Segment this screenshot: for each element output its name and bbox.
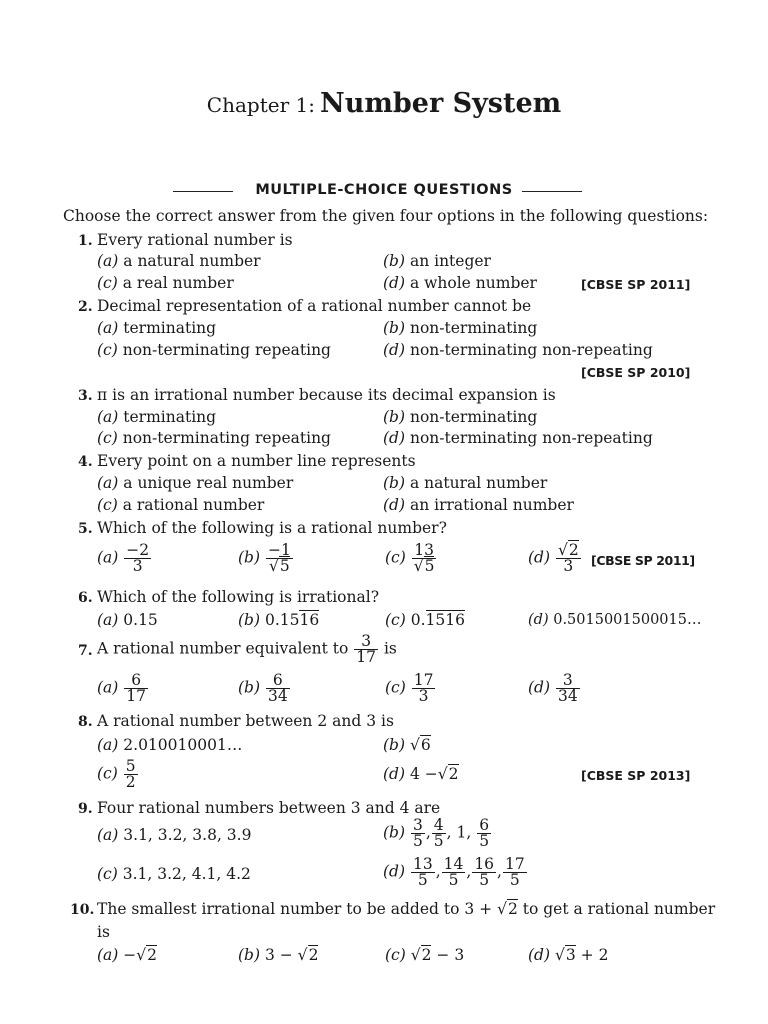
option-c: (c) non-terminating repeating xyxy=(97,429,331,447)
option-d: (d) 0.5015001500015… xyxy=(528,612,702,628)
option-c: (c) $\frac{13}{√5}$ xyxy=(385,541,435,575)
question-text: Every rational number is xyxy=(97,231,293,249)
option-a: (a) $\frac{-2}{3}$ xyxy=(97,541,150,575)
option-a: (a) terminating xyxy=(97,408,217,426)
question-text: A rational number equivalent to $\frac{3}{17}$ is xyxy=(97,632,397,666)
option-b: (b) an integer xyxy=(383,252,491,270)
option-a: (a) terminating xyxy=(97,319,217,337)
option-d: (d) non-terminating non-repeating xyxy=(383,429,653,447)
question-text: Which of the following is irrational? xyxy=(97,588,380,606)
question-text: The smallest irrational number to be added to 3 + √2 to get a rational number xyxy=(97,900,716,918)
option-b: (b) $\frac{-1}{√5}$ xyxy=(238,541,291,575)
option-a: (a) a natural number xyxy=(97,252,261,270)
option-b: (b) $\frac{6}{34}$ xyxy=(238,671,288,705)
question-text-continued: is xyxy=(97,923,110,941)
option-b: (b) non-terminating xyxy=(383,319,538,337)
question-number: 9. xyxy=(78,801,93,817)
option-a: (a) $\frac{6}{17}$ xyxy=(97,671,147,705)
option-d: (d) $\frac{13}{5}$ , $\frac{14}{5}$ , $\frac{16}{5}$ , $\frac{17}{5}$ xyxy=(383,855,525,889)
chapter-title xyxy=(0,88,768,119)
question-text: Decimal representation of a rational number cannot be xyxy=(97,297,532,315)
question-text: A rational number between 2 and 3 is xyxy=(97,712,394,730)
question-text: π is an irrational number because its decimal expansion is xyxy=(97,386,556,404)
option-a: (a) 2.010010001… xyxy=(97,736,243,754)
option-d: (d) $\frac{3}{34}$ xyxy=(528,671,578,705)
option-b: (b) √6 xyxy=(383,736,431,754)
option-b: (b) a natural number xyxy=(383,474,548,492)
option-b: (b) non-terminating xyxy=(383,408,538,426)
option-a: (a) 0.15 xyxy=(97,611,158,629)
option-c: (c) √2 − 3 xyxy=(385,946,465,964)
option-a: (a) a unique real number xyxy=(97,474,294,492)
chapter-name: Number System xyxy=(320,88,562,119)
option-d: (d) $\frac{√2}{3}$ xyxy=(528,541,579,575)
source-reference: [CBSE SP 2011] xyxy=(591,553,695,568)
question-number: 1. xyxy=(78,233,93,249)
option-c: (c) a real number xyxy=(97,274,234,292)
source-reference: [CBSE SP 2011] xyxy=(581,277,691,292)
section-heading: MULTIPLE-CHOICE QUESTIONS xyxy=(255,182,513,198)
chapter-prefix: Chapter 1: xyxy=(206,93,315,117)
question-number: 5. xyxy=(78,521,93,537)
source-reference: [CBSE SP 2010] xyxy=(581,365,691,380)
question-number: 10. xyxy=(70,902,95,918)
option-b: (b) 0.1516 xyxy=(238,611,320,629)
question-number: 3. xyxy=(78,388,93,404)
option-a: (a) 3.1, 3.2, 3.8, 3.9 xyxy=(97,826,252,844)
option-d: (d) non-terminating non-repeating xyxy=(383,341,653,359)
source-reference: [CBSE SP 2013] xyxy=(581,768,691,783)
option-c: (c) $\frac{17}{3}$ xyxy=(385,671,434,705)
option-d: (d) √3 + 2 xyxy=(528,946,609,964)
option-c: (c) 0.1516 xyxy=(385,611,465,629)
question-number: 7. xyxy=(78,643,93,659)
question-number: 8. xyxy=(78,714,93,730)
option-b: (b) 3 − √2 xyxy=(238,946,319,964)
section-header xyxy=(0,182,768,202)
option-a: (a) −√2 xyxy=(97,946,158,964)
option-c: (c) non-terminating repeating xyxy=(97,341,331,359)
instruction-text: Choose the correct answer from the given four options in the following questions: xyxy=(63,207,709,225)
option-d: (d) an irrational number xyxy=(383,496,574,514)
option-c: (c) $\frac{5}{2}$ xyxy=(97,757,136,791)
option-d: (d) a whole number xyxy=(383,274,537,292)
option-c: (c) a rational number xyxy=(97,496,265,514)
question-text: Four rational numbers between 3 and 4 are xyxy=(97,799,441,817)
question-text: Which of the following is a rational number? xyxy=(97,519,447,537)
question-number: 4. xyxy=(78,454,93,470)
question-number: 6. xyxy=(78,590,93,606)
section-rule-right xyxy=(522,191,582,192)
option-d: (d) 4 −√2 xyxy=(383,765,459,783)
question-text: Every point on a number line represents xyxy=(97,452,416,470)
option-c: (c) 3.1, 3.2, 4.1, 4.2 xyxy=(97,865,251,883)
option-b: (b) $\frac{3}{5}$ , $\frac{4}{5}$ , 1, $\frac{6}{5}$ xyxy=(383,816,490,850)
question-number: 2. xyxy=(78,299,93,315)
